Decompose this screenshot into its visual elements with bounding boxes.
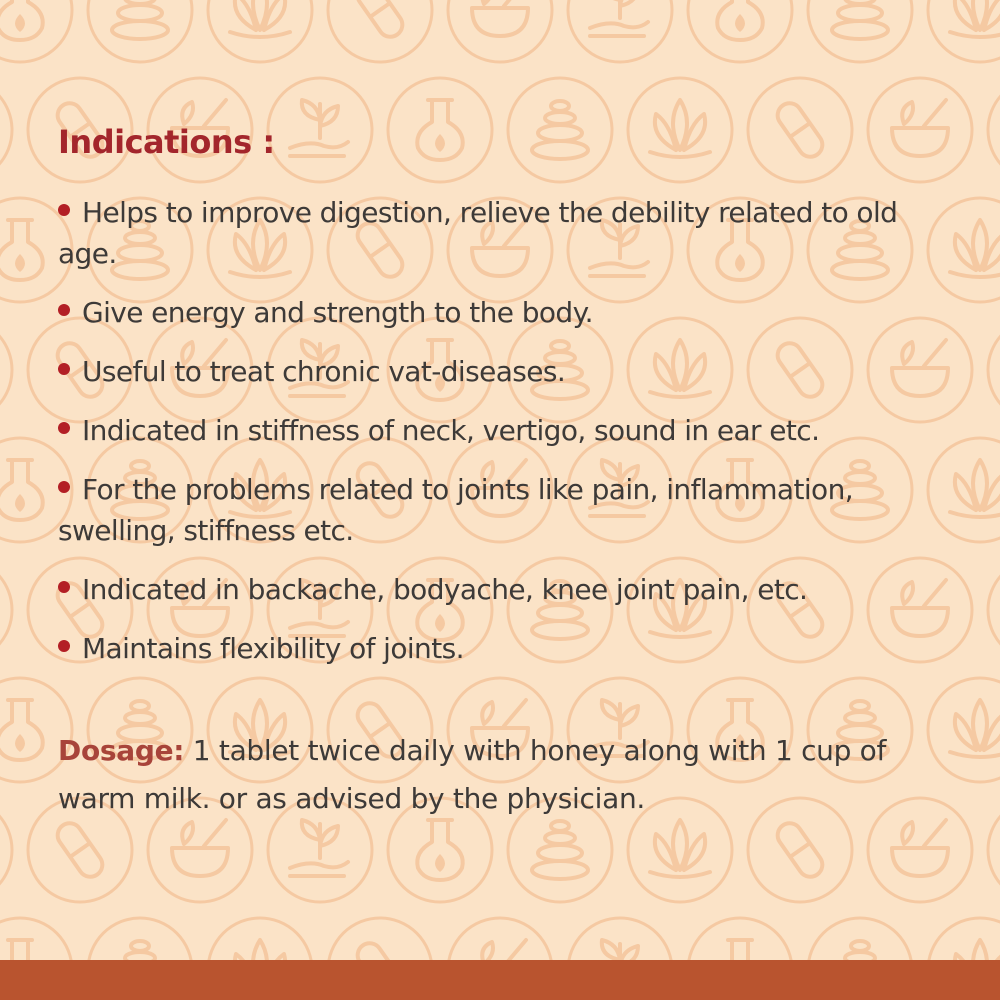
content-area bbox=[58, 118, 948, 823]
bullet-icon bbox=[58, 640, 70, 652]
indication-item: Maintains flexibility of joints. bbox=[58, 628, 948, 669]
bullet-icon bbox=[58, 304, 70, 316]
indications-list bbox=[58, 192, 948, 669]
indication-item: Useful to treat chronic vat-diseases. bbox=[58, 351, 948, 392]
indication-item: Indicated in backache, bodyache, knee joint pain, etc. bbox=[58, 569, 948, 610]
dosage-label: Dosage: bbox=[58, 734, 185, 767]
indication-item: Give energy and strength to the body. bbox=[58, 292, 948, 333]
bullet-icon bbox=[58, 481, 70, 493]
bottom-band bbox=[0, 960, 1000, 1000]
indication-item: Helps to improve digestion, relieve the debility related to old age. bbox=[58, 196, 898, 270]
bullet-icon bbox=[58, 363, 70, 375]
indications-heading: Indications : bbox=[58, 123, 275, 161]
bullet-icon bbox=[58, 204, 70, 216]
bullet-icon bbox=[58, 581, 70, 593]
dosage-text: 1 tablet twice daily with honey along with 1 cup of warm milk. or as advised by the physician. bbox=[58, 734, 887, 815]
dosage-paragraph bbox=[58, 727, 948, 823]
indication-item: For the problems related to joints like pain, inflammation, swelling, stiffness etc. bbox=[58, 473, 854, 547]
indication-item: Indicated in stiffness of neck, vertigo, sound in ear etc. bbox=[58, 410, 948, 451]
bullet-icon bbox=[58, 422, 70, 434]
